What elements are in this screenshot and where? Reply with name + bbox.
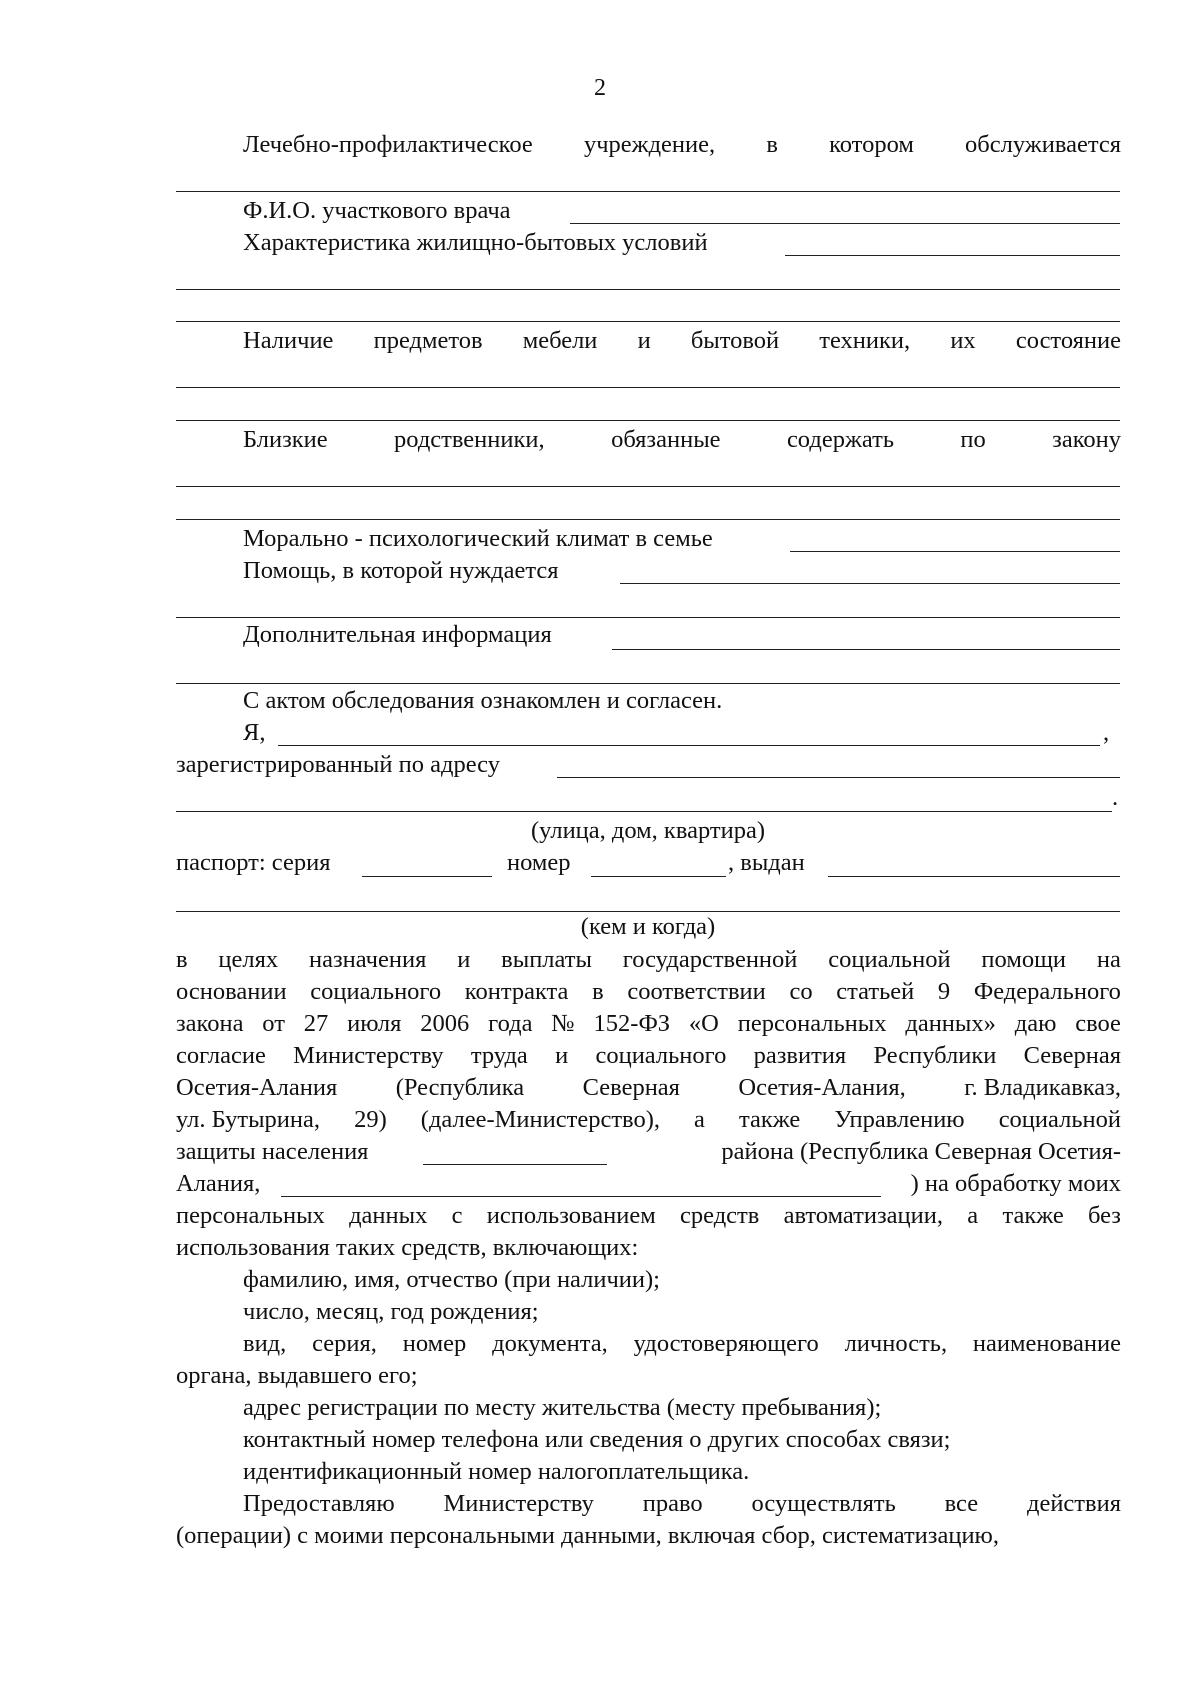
word: года bbox=[488, 1010, 533, 1037]
word: 9 bbox=[937, 978, 951, 1005]
word: осуществлять bbox=[751, 1490, 896, 1517]
furniture-word: состояние bbox=[1015, 327, 1121, 354]
passport-series-label: паспорт: серия bbox=[176, 849, 331, 876]
word: Осетия-Алания bbox=[176, 1074, 338, 1101]
word: «О bbox=[688, 1010, 719, 1037]
word: в bbox=[592, 978, 604, 1005]
word: социальной bbox=[998, 1106, 1121, 1133]
climate-input-line[interactable] bbox=[790, 551, 1120, 552]
word: Северная bbox=[582, 1074, 680, 1101]
word: также bbox=[738, 1106, 801, 1133]
body-line: района (Республика Северная Осетия- bbox=[721, 1138, 1121, 1165]
list-item: адрес регистрации по месту жительства (месту пребывания); bbox=[243, 1394, 882, 1421]
word: серия, bbox=[312, 1330, 377, 1357]
word: без bbox=[1087, 1202, 1121, 1229]
word: 152-ФЗ bbox=[593, 1010, 671, 1037]
word: и bbox=[555, 1042, 569, 1069]
furniture-word: предметов bbox=[373, 327, 483, 354]
lpu-input-line[interactable] bbox=[176, 191, 1120, 192]
furniture-input-line-2[interactable] bbox=[176, 420, 1120, 421]
word: закона bbox=[176, 1010, 244, 1037]
word: в bbox=[176, 946, 188, 973]
body-line bbox=[176, 977, 1121, 1007]
furniture-word: бытовой bbox=[690, 327, 780, 354]
body-line bbox=[176, 1009, 1121, 1039]
issued-input-line[interactable] bbox=[828, 876, 1120, 877]
word: наименование bbox=[972, 1330, 1121, 1357]
word: действия bbox=[1026, 1490, 1121, 1517]
help-input-line[interactable] bbox=[620, 583, 1120, 584]
relatives-word: Близкие bbox=[243, 426, 328, 453]
word: от bbox=[262, 1010, 285, 1037]
word: целях bbox=[218, 946, 279, 973]
name-input-line[interactable] bbox=[278, 745, 1100, 746]
housing-label: Характеристика жилищно-бытовых условий bbox=[243, 229, 708, 256]
word: использованием bbox=[486, 1202, 656, 1229]
word: контракта bbox=[464, 978, 569, 1005]
word: 29) bbox=[354, 1106, 387, 1133]
furniture-word: и bbox=[637, 327, 651, 354]
relatives-word: закону bbox=[1052, 426, 1121, 453]
word: ул. Бутырина, bbox=[176, 1106, 320, 1133]
word: социального bbox=[595, 1042, 727, 1069]
housing-input-line-3[interactable] bbox=[176, 321, 1120, 322]
furniture-word: мебели bbox=[522, 327, 598, 354]
list-item-cont: органа, выдавшего его; bbox=[176, 1362, 418, 1389]
word: даю bbox=[1014, 1010, 1057, 1037]
word: Министерству bbox=[293, 1042, 444, 1069]
relatives-label bbox=[243, 425, 1121, 455]
word: Предоставляю bbox=[243, 1490, 395, 1517]
dot-mark: . bbox=[1112, 784, 1119, 811]
climate-label: Морально - психологический климат в семье bbox=[243, 525, 713, 552]
doctor-label: Ф.И.О. участкового врача bbox=[243, 197, 511, 224]
word: Федерального bbox=[973, 978, 1121, 1005]
page-number: 2 bbox=[594, 75, 606, 101]
word: выплаты bbox=[501, 946, 592, 973]
word: (Республика bbox=[395, 1074, 525, 1101]
relatives-input-line-2[interactable] bbox=[176, 519, 1120, 520]
body-line: использования таких средств, включающих: bbox=[176, 1234, 639, 1261]
body-line: защиты населения bbox=[176, 1138, 369, 1165]
extra-label: Дополнительная информация bbox=[243, 621, 552, 648]
word: июля bbox=[347, 1010, 402, 1037]
word: вид, bbox=[243, 1330, 287, 1357]
lpu-word: Лечебно-профилактическое bbox=[243, 131, 533, 158]
word: государственной bbox=[622, 946, 798, 973]
word: средств bbox=[680, 1202, 760, 1229]
word: на bbox=[1096, 946, 1121, 973]
list-item: контактный номер телефона или сведения о других способах связи; bbox=[243, 1426, 951, 1453]
word: помощи bbox=[981, 946, 1067, 973]
relatives-word: по bbox=[960, 426, 986, 453]
word: Северная bbox=[1023, 1042, 1121, 1069]
lpu-word: в bbox=[766, 131, 778, 158]
housing-input-line[interactable] bbox=[785, 255, 1120, 256]
word: персональных bbox=[176, 1202, 325, 1229]
address-input-line-2[interactable] bbox=[176, 811, 1112, 812]
word: персональных bbox=[737, 1010, 887, 1037]
extra-input-line-2[interactable] bbox=[176, 683, 1120, 684]
word: соответствии bbox=[627, 978, 766, 1005]
lpu-word: учреждение, bbox=[583, 131, 716, 158]
word: 2006 bbox=[420, 1010, 470, 1037]
housing-input-line-2[interactable] bbox=[176, 289, 1120, 290]
furniture-word: техники, bbox=[819, 327, 911, 354]
passport-series-input-line[interactable] bbox=[362, 876, 492, 877]
lpu-word: котором bbox=[829, 131, 914, 158]
word: со bbox=[789, 978, 813, 1005]
word: а bbox=[694, 1106, 705, 1133]
district-input-line[interactable] bbox=[423, 1164, 607, 1165]
word: развития bbox=[753, 1042, 847, 1069]
word: документа, bbox=[492, 1330, 608, 1357]
list-item: число, месяц, год рождения; bbox=[243, 1298, 539, 1325]
word: социального bbox=[310, 978, 442, 1005]
word: автоматизации, bbox=[783, 1202, 943, 1229]
furniture-input-line[interactable] bbox=[176, 387, 1120, 388]
address-input-line[interactable] bbox=[557, 777, 1120, 778]
word: социальной bbox=[828, 946, 951, 973]
word: основании bbox=[176, 978, 287, 1005]
word: 27 bbox=[303, 1010, 329, 1037]
relatives-input-line[interactable] bbox=[176, 486, 1120, 487]
word: также bbox=[1002, 1202, 1064, 1229]
word: право bbox=[642, 1490, 703, 1517]
relatives-word: содержать bbox=[786, 426, 894, 453]
list-item: фамилию, имя, отчество (при наличии); bbox=[243, 1266, 660, 1293]
passport-number-label: номер bbox=[507, 849, 571, 876]
word: Министерству bbox=[443, 1490, 594, 1517]
word: (далее-Министерство), bbox=[420, 1106, 660, 1133]
word: с bbox=[451, 1202, 463, 1229]
list-item bbox=[243, 1329, 1121, 1359]
word: статьей bbox=[836, 978, 915, 1005]
relatives-word: родственники, bbox=[394, 426, 545, 453]
passport-number-input-line[interactable] bbox=[591, 876, 726, 877]
relatives-word: обязанные bbox=[611, 426, 721, 453]
address-hint: (улица, дом, квартира) bbox=[531, 817, 765, 844]
word: все bbox=[944, 1490, 979, 1517]
word: назначения bbox=[309, 946, 427, 973]
body-line bbox=[243, 1489, 1121, 1519]
word: а bbox=[967, 1202, 979, 1229]
issued-hint: (кем и когда) bbox=[580, 913, 716, 940]
list-item: идентификационный номер налогоплательщика. bbox=[243, 1458, 750, 1485]
word: Управлению bbox=[834, 1106, 965, 1133]
furniture-word: их bbox=[950, 327, 976, 354]
furniture-label bbox=[243, 326, 1121, 356]
body-line bbox=[176, 1201, 1121, 1231]
body-line bbox=[176, 1073, 1121, 1103]
body-line: (операции) с моими персональными данными, включая сбор, систематизацию, bbox=[176, 1522, 999, 1549]
body-line bbox=[176, 1105, 1121, 1135]
i-label: Я, bbox=[243, 719, 266, 746]
word: г. Владикавказ, bbox=[964, 1074, 1121, 1101]
body-line bbox=[176, 1041, 1121, 1071]
word: и bbox=[457, 946, 471, 973]
doctor-input-line[interactable] bbox=[570, 223, 1120, 224]
word: номер bbox=[402, 1330, 467, 1357]
word: личность, bbox=[844, 1330, 948, 1357]
comma-mark: , bbox=[1103, 719, 1110, 746]
help-label: Помощь, в которой нуждается bbox=[243, 557, 559, 584]
body-line: Алания, bbox=[176, 1170, 261, 1197]
furniture-word: Наличие bbox=[243, 327, 334, 354]
help-input-line-2[interactable] bbox=[176, 617, 1120, 618]
lpu-label bbox=[243, 130, 1121, 160]
extra-input-line[interactable] bbox=[612, 649, 1120, 650]
word: Республики bbox=[873, 1042, 997, 1069]
registered-label: зарегистрированный по адресу bbox=[176, 751, 500, 778]
department-input-line[interactable] bbox=[281, 1196, 881, 1197]
body-line bbox=[176, 945, 1121, 975]
word: Осетия-Алания, bbox=[738, 1074, 906, 1101]
word: данных bbox=[349, 1202, 428, 1229]
word: труда bbox=[470, 1042, 528, 1069]
word: свое bbox=[1075, 1010, 1121, 1037]
lpu-word: обслуживается bbox=[965, 131, 1121, 158]
word: согласие bbox=[176, 1042, 266, 1069]
issued-label: , выдан bbox=[728, 849, 805, 876]
word: удостоверяющего bbox=[633, 1330, 819, 1357]
word: № bbox=[551, 1010, 575, 1037]
body-line: ) на обработку моих bbox=[910, 1170, 1121, 1197]
acquainted-text: С актом обследования ознакомлен и согласен. bbox=[243, 687, 723, 714]
word: данных» bbox=[905, 1010, 996, 1037]
